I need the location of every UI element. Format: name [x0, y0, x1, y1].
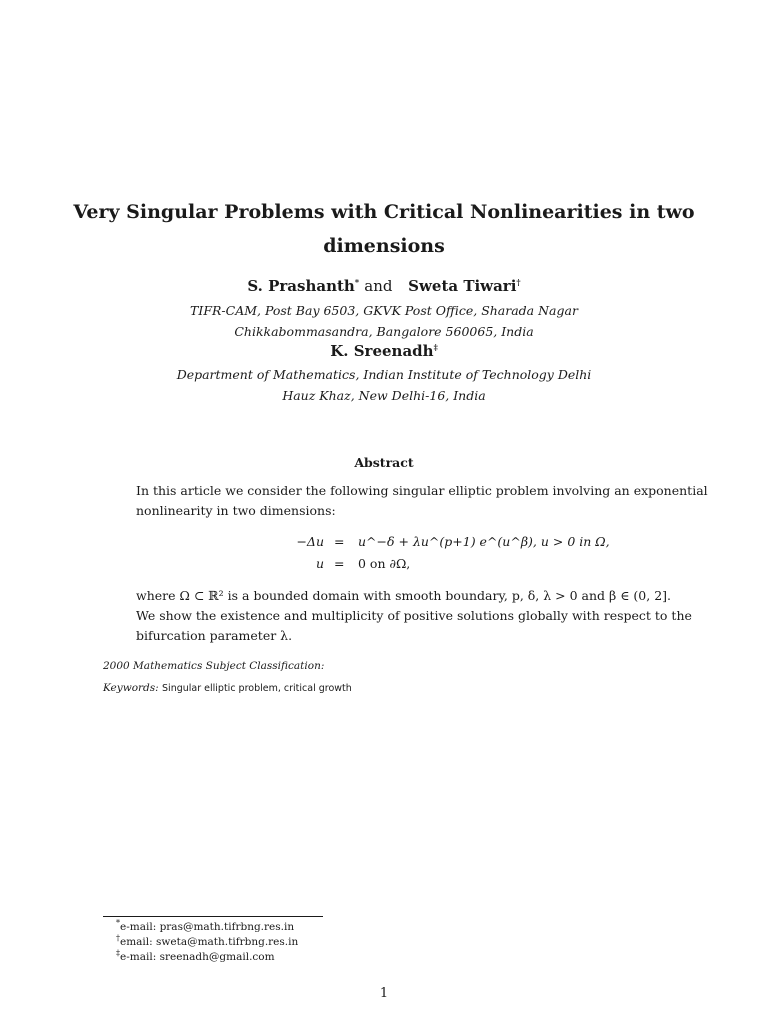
author-mark: ‡	[433, 342, 438, 352]
footnote-rule	[103, 916, 323, 917]
footnote-mark: †	[116, 933, 120, 943]
affiliation-line: Chikkabommasandra, Bangalore 560065, India	[234, 324, 534, 339]
author-sreenadh-line	[0, 342, 768, 360]
author-sreenadh: K. Sreenadh	[330, 342, 434, 360]
abstract-heading: Abstract	[354, 455, 414, 470]
eq1-rhs: u^−δ + λu^(p+1) e^(u^β), u > 0 in Ω,	[358, 534, 610, 549]
footnote-mark: ‡	[116, 948, 120, 958]
footnote-text: email: sweta@math.tifrbng.res.in	[120, 936, 299, 948]
abstract-line: where Ω ⊂ ℝ² is a bounded domain with smooth boundary, p, δ, λ > 0 and β ∈ (0, 2].	[136, 588, 672, 603]
eq2-rhs: 0 on ∂Ω,	[358, 556, 411, 571]
page-number: 1	[379, 986, 389, 1001]
affiliation-line: Hauz Khaz, New Delhi-16, India	[282, 388, 486, 403]
footnotes	[116, 920, 298, 965]
eq1-lhs: −Δu	[296, 534, 324, 549]
abstract-line: bifurcation parameter λ.	[136, 628, 293, 643]
abstract-line: In this article we consider the following singular elliptic problem involving an exponential	[136, 483, 708, 498]
and-word: and	[364, 277, 393, 295]
footnote-2	[116, 935, 298, 950]
keywords-value: Singular elliptic problem, critical growth	[162, 683, 352, 694]
keywords	[103, 682, 352, 694]
footnote-mark: *	[116, 918, 120, 928]
paper-title	[0, 195, 768, 263]
footnote-text: e-mail: sreenadh@gmail.com	[120, 951, 275, 963]
abstract-line: nonlinearity in two dimensions:	[136, 503, 336, 518]
eq1-equals: =	[334, 534, 345, 549]
title-line-2: dimensions	[323, 235, 445, 257]
author-tiwari: Sweta Tiwari	[408, 277, 517, 295]
footnote-text: e-mail: pras@math.tifrbng.res.in	[120, 921, 295, 933]
abstract-line: We show the existence and multiplicity of positive solutions globally with respect to the	[136, 608, 692, 623]
footnote-3	[116, 950, 298, 965]
keywords-label: Keywords:	[103, 682, 159, 694]
author-mark: *	[354, 277, 360, 287]
abstract-intro	[136, 481, 708, 521]
eq2-equals: =	[334, 556, 345, 571]
footnote-1	[116, 920, 298, 935]
abstract-body	[136, 586, 692, 646]
msc-classification: 2000 Mathematics Subject Classification:	[103, 660, 325, 672]
author-line	[0, 277, 768, 295]
affiliation-1	[0, 300, 768, 342]
affiliation-line: Department of Mathematics, Indian Institute of Technology Delhi	[176, 367, 592, 382]
title-line-1: Very Singular Problems with Critical Nonlinearities in two	[73, 201, 695, 223]
equation-block	[0, 534, 768, 578]
affiliation-line: TIFR-CAM, Post Bay 6503, GKVK Post Office, Sharada Nagar	[190, 303, 578, 318]
eq2-lhs: u	[315, 556, 324, 571]
author-mark: †	[516, 277, 521, 287]
affiliation-2	[0, 364, 768, 406]
author-prashanth: S. Prashanth	[247, 277, 355, 295]
